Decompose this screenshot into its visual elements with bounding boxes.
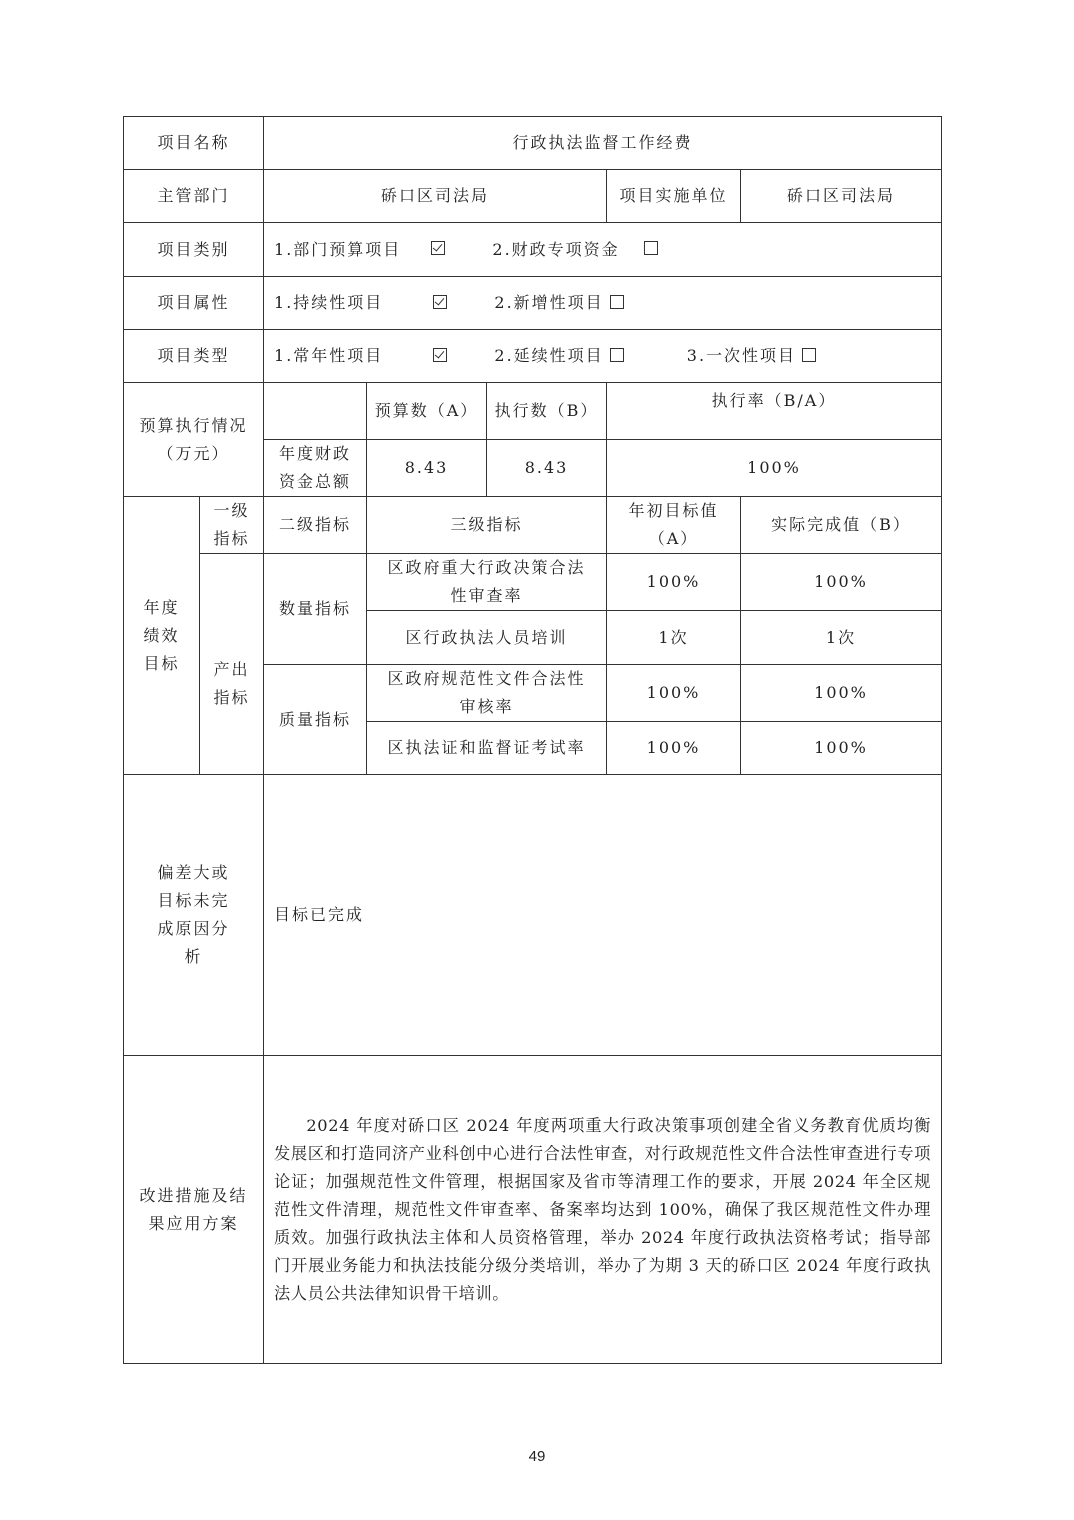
type-option[interactable] [274,342,453,370]
attr-label: 项目属性 [124,277,264,330]
goals-level1: 产出指标 [200,554,264,775]
attr-options [264,277,942,330]
page-number: 49 [528,1448,546,1465]
budget-label: 预算执行情况（万元） [124,383,264,497]
budget-a-value: 8.43 [367,440,487,497]
goal-row-target: 100% [607,554,741,611]
budget-rate-value: 100% [607,440,942,497]
option-label: 1.部门预算项目 [274,239,402,259]
goal-row-actual: 100% [741,722,942,775]
performance-table [123,116,942,1364]
goal-row-name: 区政府重大行政决策合法性审查率 [367,554,607,611]
goals-h2: 二级指标 [264,497,367,554]
category-option[interactable] [492,236,663,264]
goals-level2: 质量指标 [264,665,367,775]
impl-value: 硚口区司法局 [741,170,942,223]
type-option[interactable] [494,342,629,370]
goals-h3: 三级指标 [367,497,607,554]
attr-option[interactable] [274,289,453,317]
budget-col-rate: 执行率（B/A） [607,383,942,440]
option-label: 2.延续性项目 [494,346,604,365]
goals-h4: 年初目标值（A） [607,497,741,554]
option-label: 3.一次性项目 [686,346,797,365]
budget-b-value: 8.43 [487,440,607,497]
checkbox-unchecked-icon[interactable] [802,348,816,362]
checkbox-unchecked-icon[interactable] [610,295,624,309]
budget-col-a: 预算数（A） [367,383,487,440]
checkbox-unchecked-icon[interactable] [644,241,658,255]
project-name-label: 项目名称 [124,117,264,170]
deviation-label: 偏差大或目标未完成原因分析 [124,775,264,1056]
impl-label-text: 项目实施单位 [619,186,728,205]
improvement-label: 改进措施及结果应用方案 [124,1056,264,1364]
dept-value: 硚口区司法局 [264,170,607,223]
goal-row-name: 区执法证和监督证考试率 [367,722,607,775]
goal-row-name: 区政府规范性文件合法性审核率 [367,665,607,722]
checkbox-checked-icon[interactable] [433,348,447,362]
budget-col-b: 执行数（B） [487,383,607,440]
goals-level2: 数量指标 [264,554,367,665]
budget-empty-cell [264,383,367,440]
checkbox-checked-icon[interactable] [431,241,445,255]
goal-row-target: 100% [607,665,741,722]
deviation-value: 目标已完成 [264,775,942,1056]
category-options [264,223,942,277]
goals-h1: 一级指标 [200,497,264,554]
type-option[interactable] [687,342,822,370]
budget-row-label: 年度财政资金总额 [264,440,367,497]
project-name-value: 行政执法监督工作经费 [264,117,942,170]
goal-row-name: 区行政执法人员培训 [367,611,607,665]
option-label: 2.财政专项资金 [492,239,620,259]
type-label: 项目类型 [124,330,264,383]
goals-h5: 实际完成值（B） [741,497,942,554]
option-label: 1.持续性项目 [274,293,384,312]
category-label: 项目类别 [124,223,264,277]
option-label: 2.新增性项目 [494,293,604,312]
improvement-cell [264,1056,942,1364]
goals-label: 年度绩效目标 [124,497,200,775]
attr-option[interactable] [494,289,629,317]
goal-row-actual: 100% [741,665,942,722]
impl-label [607,170,741,223]
category-option[interactable] [274,236,451,264]
checkbox-checked-icon[interactable] [433,295,447,309]
type-options [264,330,942,383]
goal-row-target: 1次 [607,611,741,665]
checkbox-unchecked-icon[interactable] [610,348,624,362]
goal-row-actual: 1次 [741,611,942,665]
dept-label: 主管部门 [124,170,264,223]
goal-row-target: 100% [607,722,741,775]
option-label: 1.常年性项目 [274,346,384,365]
improvement-value: 2024 年度对硚口区 2024 年度两项重大行政决策事项创建全省义务教育优质均衡发展区和打造同济产业科创中心进行合法性审查，对行政规范性文件合法性审查进行专项论证；加强规范性文件管理，根据国家及省市等清理工作的要求，开展 2024 年全区规范性文件清理，规范性文件审查率、备案率均达到 100%，确保了我区规范性文件办理质效。加强行政执法主体和人员资格管理，举办 2024 年度行政执法资格考试；指导部门开展业务能力和执法技能分级分类培训，举办了为期 3 天的硚口区 2024 年度行政执法人员公共法律知识骨干培训。 [274,1115,932,1303]
goal-row-actual: 100% [741,554,942,611]
